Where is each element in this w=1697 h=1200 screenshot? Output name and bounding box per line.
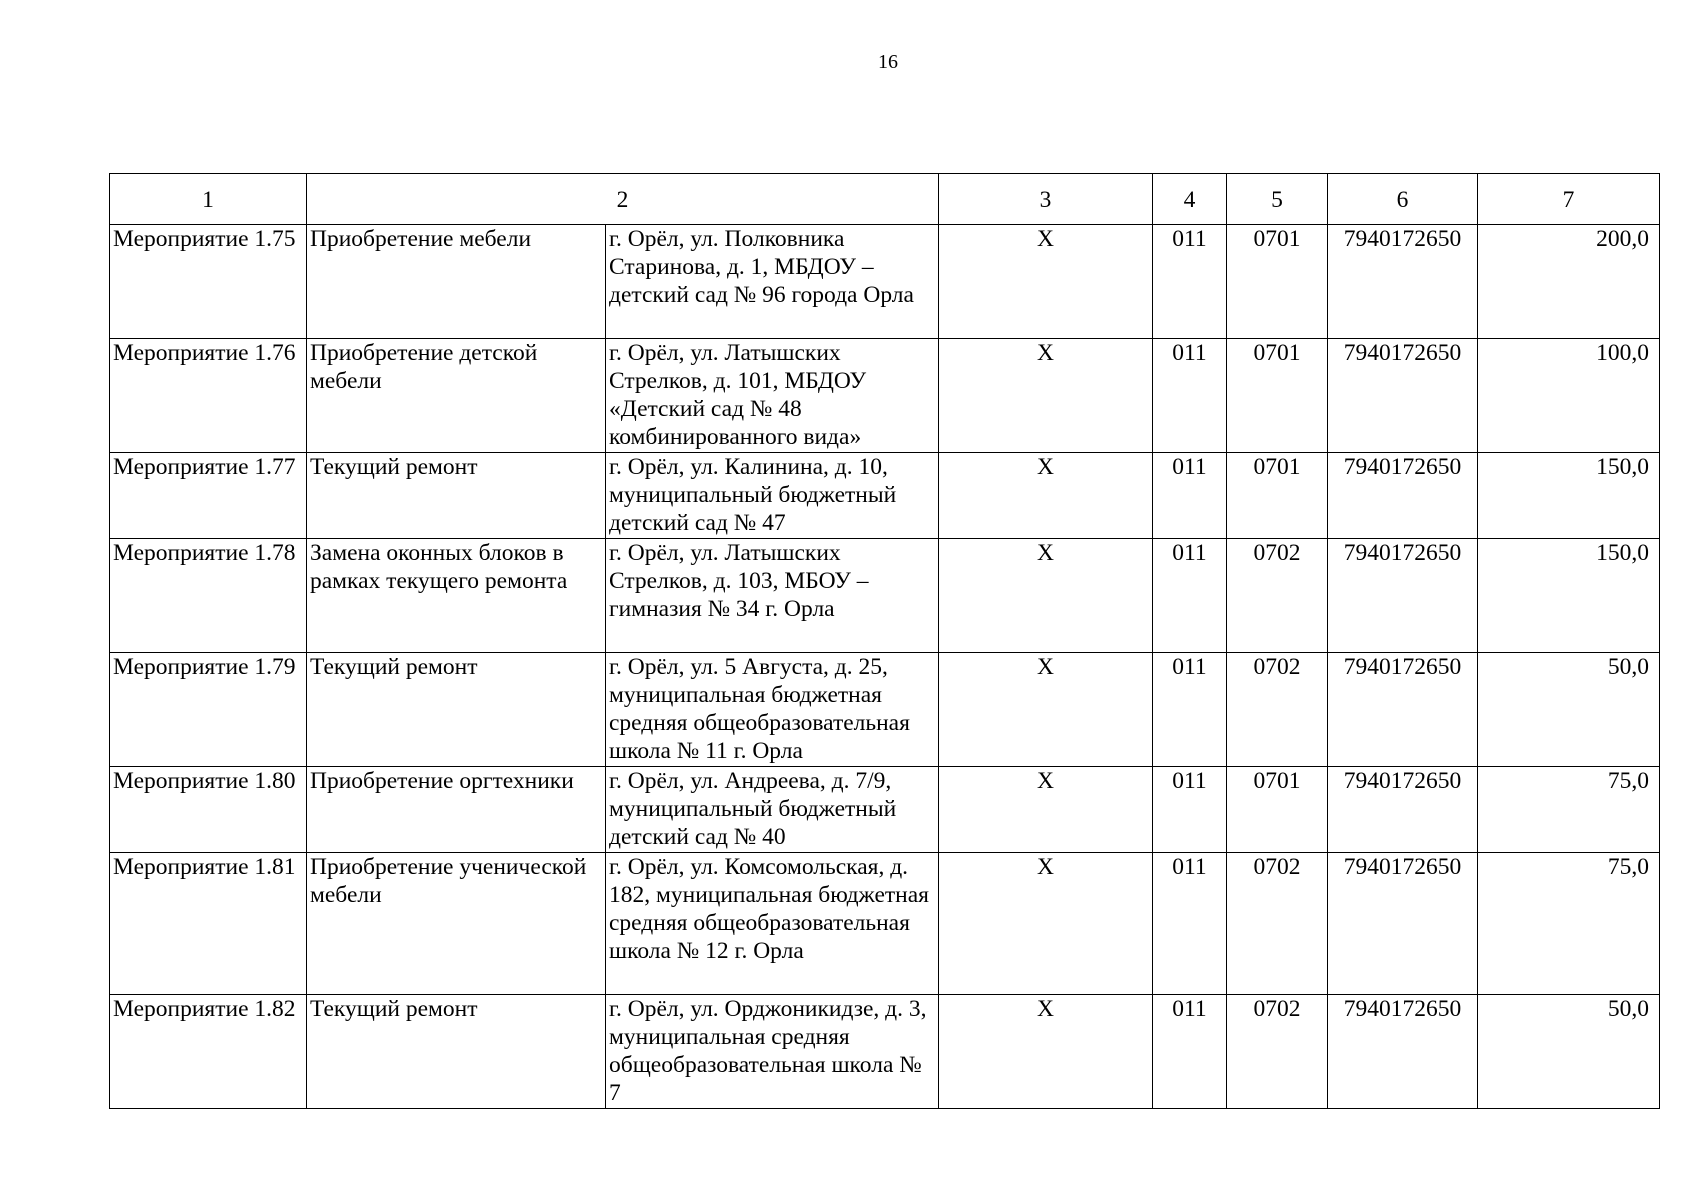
address-cell: г. Орёл, ул. Полковника Старинова, д. 1, МБДОУ – детский сад № 96 города Орла xyxy=(606,225,939,339)
col4-cell: 011 xyxy=(1153,539,1227,653)
address-cell: г. Орёл, ул. Андреева, д. 7/9, муниципальный бюджетный детский сад № 40 xyxy=(606,767,939,853)
col3-cell: Х xyxy=(939,853,1153,995)
event-cell: Мероприятие 1.76 xyxy=(110,339,307,453)
col7-cell: 150,0 xyxy=(1478,539,1660,653)
col5-cell: 0702 xyxy=(1227,853,1328,995)
table-row xyxy=(110,653,1660,767)
address-cell: г. Орёл, ул. Калинина, д. 10, муниципальный бюджетный детский сад № 47 xyxy=(606,453,939,539)
description-cell: Текущий ремонт xyxy=(307,995,606,1109)
col4-cell: 011 xyxy=(1153,767,1227,853)
address-cell: г. Орёл, ул. Латышских Стрелков, д. 101, МБДОУ «Детский сад № 48 комбинированного вида» xyxy=(606,339,939,453)
col7-cell: 50,0 xyxy=(1478,653,1660,767)
table-row xyxy=(110,339,1660,453)
event-cell: Мероприятие 1.78 xyxy=(110,539,307,653)
address-cell: г. Орёл, ул. Латышских Стрелков, д. 103, МБОУ – гимназия № 34 г. Орла xyxy=(606,539,939,653)
col3-cell: Х xyxy=(939,995,1153,1109)
col7-cell: 50,0 xyxy=(1478,995,1660,1109)
header-cell-5: 5 xyxy=(1227,174,1328,225)
event-cell: Мероприятие 1.79 xyxy=(110,653,307,767)
table-row xyxy=(110,767,1660,853)
event-cell: Мероприятие 1.80 xyxy=(110,767,307,853)
col7-cell: 150,0 xyxy=(1478,453,1660,539)
address-cell: г. Орёл, ул. 5 Августа, д. 25, муниципальная бюджетная средняя общеобразовательная школа № 11 г. Орла xyxy=(606,653,939,767)
col4-cell: 011 xyxy=(1153,653,1227,767)
col6-cell: 7940172650 xyxy=(1328,853,1478,995)
address-cell: г. Орёл, ул. Орджоникидзе, д. 3, муниципальная средняя общеобразовательная школа № 7 xyxy=(606,995,939,1109)
col5-cell: 0701 xyxy=(1227,225,1328,339)
description-cell: Приобретение оргтехники xyxy=(307,767,606,853)
col7-cell: 100,0 xyxy=(1478,339,1660,453)
col3-cell: Х xyxy=(939,339,1153,453)
header-cell-2: 2 xyxy=(307,174,939,225)
header-cell-3: 3 xyxy=(939,174,1153,225)
col6-cell: 7940172650 xyxy=(1328,653,1478,767)
description-cell: Текущий ремонт xyxy=(307,653,606,767)
event-cell: Мероприятие 1.77 xyxy=(110,453,307,539)
table-row xyxy=(110,539,1660,653)
col6-cell: 7940172650 xyxy=(1328,539,1478,653)
page-number: 16 xyxy=(878,51,898,73)
table-row xyxy=(110,995,1660,1109)
header-cell-6: 6 xyxy=(1328,174,1478,225)
col5-cell: 0701 xyxy=(1227,767,1328,853)
address-cell: г. Орёл, ул. Комсомольская, д. 182, муниципальная бюджетная средняя общеобразовательная школа № 12 г. Орла xyxy=(606,853,939,995)
description-cell: Замена оконных блоков в рамках текущего ремонта xyxy=(307,539,606,653)
col3-cell: Х xyxy=(939,453,1153,539)
col4-cell: 011 xyxy=(1153,339,1227,453)
header-cell-7: 7 xyxy=(1478,174,1660,225)
budget-table xyxy=(109,173,1660,1109)
col6-cell: 7940172650 xyxy=(1328,225,1478,339)
event-cell: Мероприятие 1.82 xyxy=(110,995,307,1109)
col3-cell: Х xyxy=(939,653,1153,767)
header-cell-4: 4 xyxy=(1153,174,1227,225)
header-cell-1: 1 xyxy=(110,174,307,225)
col3-cell: Х xyxy=(939,767,1153,853)
col6-cell: 7940172650 xyxy=(1328,453,1478,539)
table-row xyxy=(110,853,1660,995)
event-cell: Мероприятие 1.81 xyxy=(110,853,307,995)
col7-cell: 200,0 xyxy=(1478,225,1660,339)
col4-cell: 011 xyxy=(1153,225,1227,339)
col5-cell: 0702 xyxy=(1227,653,1328,767)
col7-cell: 75,0 xyxy=(1478,767,1660,853)
col7-cell: 75,0 xyxy=(1478,853,1660,995)
col6-cell: 7940172650 xyxy=(1328,995,1478,1109)
table-row xyxy=(110,453,1660,539)
col6-cell: 7940172650 xyxy=(1328,767,1478,853)
col4-cell: 011 xyxy=(1153,995,1227,1109)
col3-cell: Х xyxy=(939,225,1153,339)
col5-cell: 0702 xyxy=(1227,539,1328,653)
col3-cell: Х xyxy=(939,539,1153,653)
description-cell: Приобретение детской мебели xyxy=(307,339,606,453)
col5-cell: 0702 xyxy=(1227,995,1328,1109)
col5-cell: 0701 xyxy=(1227,339,1328,453)
description-cell: Приобретение ученической мебели xyxy=(307,853,606,995)
col4-cell: 011 xyxy=(1153,453,1227,539)
table-header-row xyxy=(110,174,1660,225)
event-cell: Мероприятие 1.75 xyxy=(110,225,307,339)
col6-cell: 7940172650 xyxy=(1328,339,1478,453)
description-cell: Приобретение мебели xyxy=(307,225,606,339)
description-cell: Текущий ремонт xyxy=(307,453,606,539)
col5-cell: 0701 xyxy=(1227,453,1328,539)
table-row xyxy=(110,225,1660,339)
col4-cell: 011 xyxy=(1153,853,1227,995)
